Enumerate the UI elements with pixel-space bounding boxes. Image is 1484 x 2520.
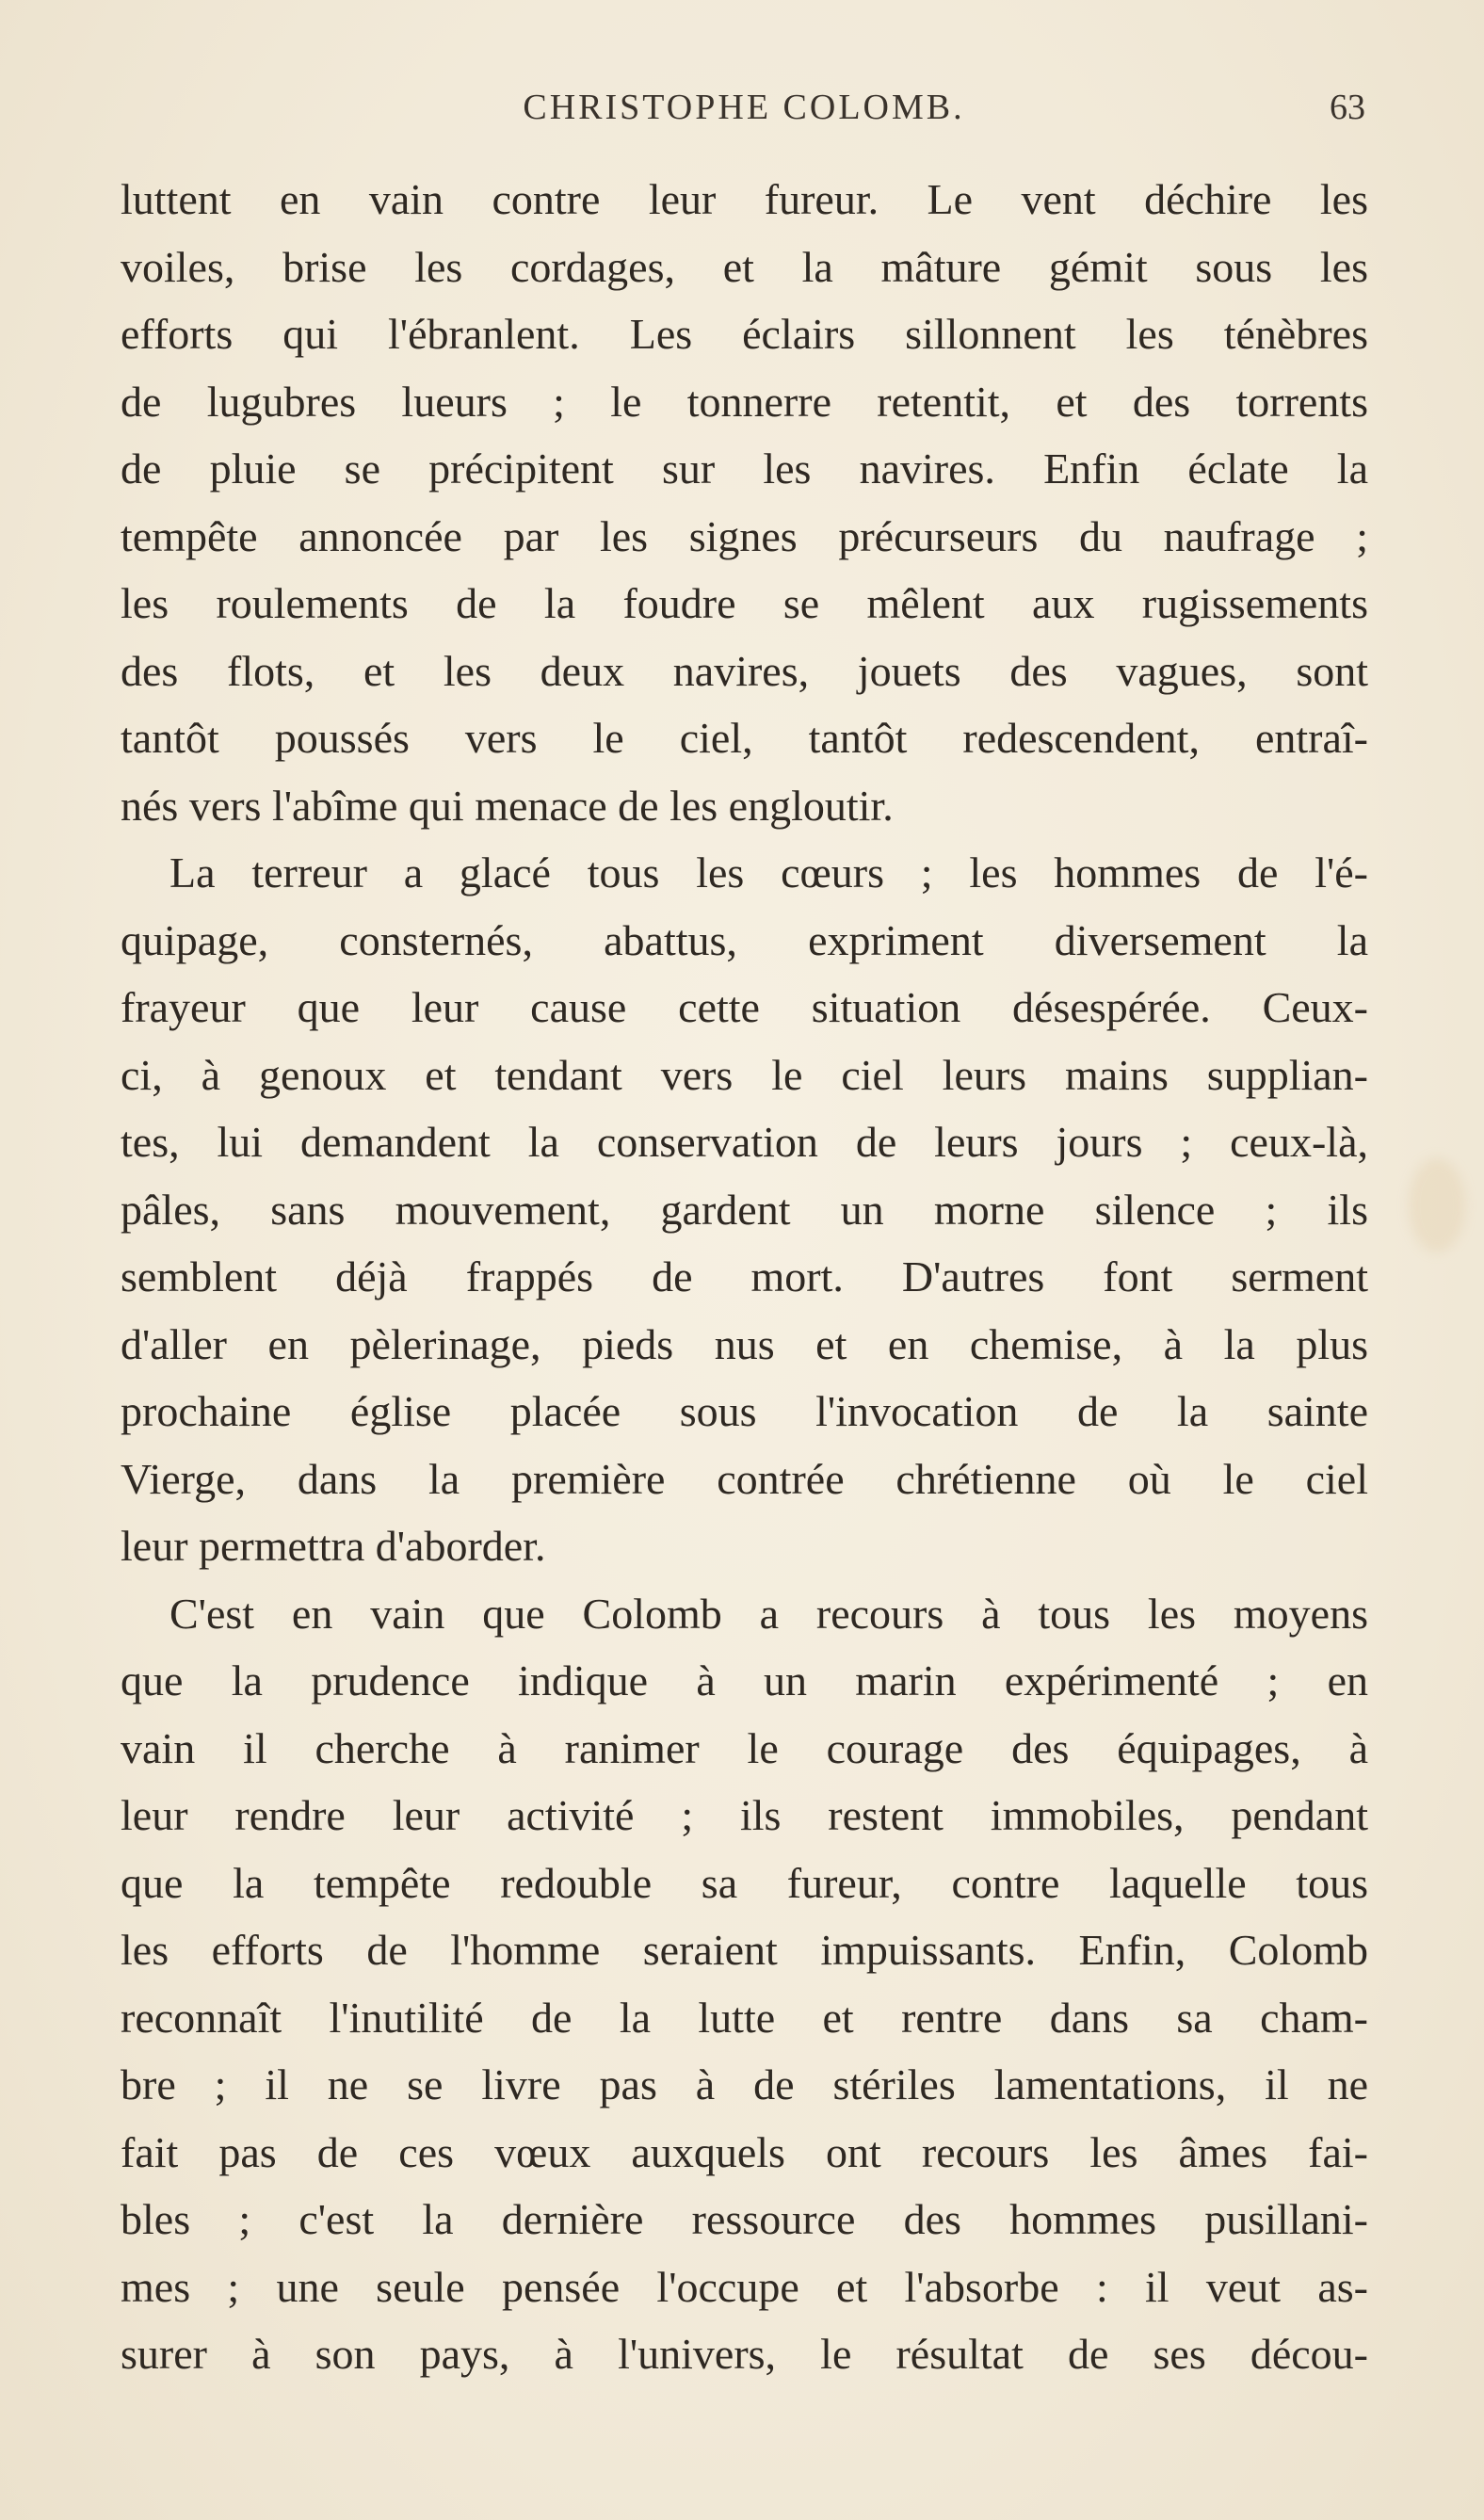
text-line: nés vers l'abîme qui menace de les engloutir.	[121, 781, 894, 830]
text-line: luttent en vain contre leur fureur. Le vent déchire les	[121, 175, 1368, 223]
text-line: Vierge, dans la première contrée chrétienne où le ciel	[121, 1454, 1368, 1503]
text-line: fait pas de ces vœux auxquels ont recours les âmes fai-	[121, 2127, 1368, 2176]
text-line: leur permettra d'aborder.	[121, 1522, 546, 1570]
text-line: efforts qui l'ébranlent. Les éclairs sillonnent les ténèbres	[121, 310, 1368, 358]
text-line: les roulements de la foudre se mêlent aux rugissements	[121, 579, 1368, 627]
page-number: 63	[1330, 88, 1365, 127]
text-line: que la prudence indique à un marin expérimenté ; en	[121, 1656, 1368, 1704]
text-line: frayeur que leur cause cette situation désespérée. Ceux-	[121, 983, 1368, 1031]
text-line: C'est en vain que Colomb a recours à tous les moyens	[169, 1589, 1368, 1638]
text-line: tempête annoncée par les signes précurseurs du naufrage ;	[121, 511, 1368, 560]
running-title: CHRISTOPHE COLOMB.	[523, 88, 965, 127]
text-line: mes ; une seule pensée l'occupe et l'absorbe : il veut as-	[121, 2262, 1368, 2311]
text-line: les efforts de l'homme seraient impuissants. Enfin, Colomb	[121, 1926, 1368, 1974]
text-line: ci, à genoux et tendant vers le ciel leurs mains supplian-	[121, 1050, 1368, 1099]
text-line: de pluie se précipitent sur les navires. Enfin éclate la	[121, 444, 1368, 493]
text-line: de lugubres lueurs ; le tonnerre retentit, et des torrents	[121, 377, 1368, 426]
text-line: leur rendre leur activité ; ils restent immobiles, pendant	[121, 1791, 1368, 1839]
text-line: voiles, brise les cordages, et la mâture gémit sous les	[121, 242, 1368, 291]
text-line: La terreur a glacé tous les cœurs ; les hommes de l'é-	[169, 848, 1368, 897]
body-text	[121, 166, 1368, 2388]
text-line: quipage, consternés, abattus, expriment diversement la	[121, 915, 1368, 964]
text-line: bles ; c'est la dernière ressource des hommes pusillani-	[121, 2195, 1368, 2243]
text-line: tantôt poussés vers le ciel, tantôt redescendent, entraî-	[121, 714, 1368, 762]
text-line: surer à son pays, à l'univers, le résultat de ses décou-	[121, 2330, 1368, 2378]
paper-stain	[1409, 1158, 1465, 1252]
text-line: que la tempête redouble sa fureur, contre laquelle tous	[121, 1858, 1368, 1907]
text-line: prochaine église placée sous l'invocation de la sainte	[121, 1387, 1368, 1435]
text-line: semblent déjà frappés de mort. D'autres font serment	[121, 1252, 1368, 1300]
text-line: pâles, sans mouvement, gardent un morne silence ; ils	[121, 1185, 1368, 1234]
text-line: des flots, et les deux navires, jouets des vagues, sont	[121, 646, 1368, 695]
text-line: reconnaît l'inutilité de la lutte et rentre dans sa cham-	[121, 1993, 1368, 2042]
text-line: d'aller en pèlerinage, pieds nus et en chemise, à la plus	[121, 1319, 1368, 1368]
page-header	[122, 87, 1365, 134]
text-line: vain il cherche à ranimer le courage des équipages, à	[121, 1723, 1368, 1772]
text-line: tes, lui demandent la conservation de leurs jours ; ceux-là,	[121, 1118, 1368, 1166]
text-line: bre ; il ne se livre pas à de stériles lamentations, il ne	[121, 2060, 1368, 2108]
